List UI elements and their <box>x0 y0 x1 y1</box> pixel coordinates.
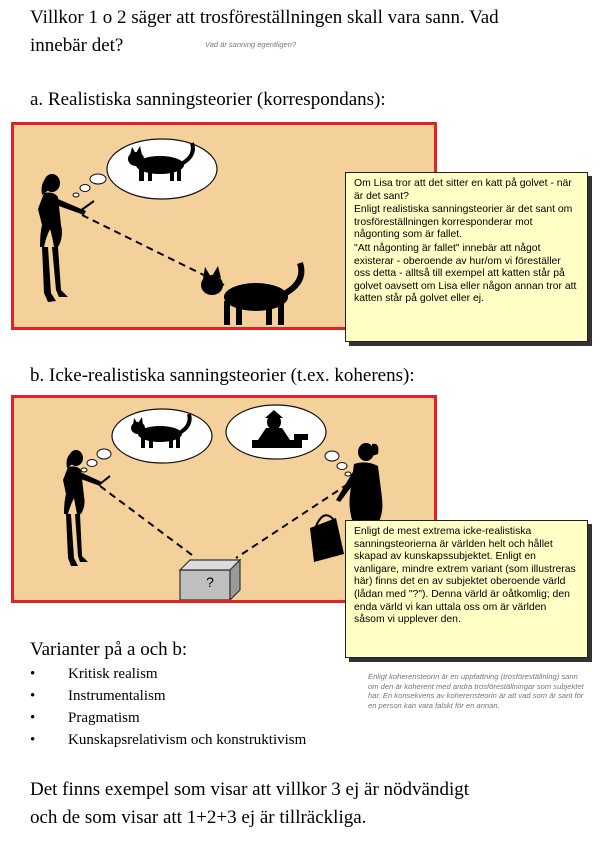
variant-item <box>30 707 370 729</box>
bullet-icon: • <box>30 666 36 682</box>
side-note: Vad är sanning egentligen? <box>205 40 297 49</box>
callout-non-realism-p1: Enligt de mest extrema icke-realistiska sanningsteorierna är världen helt och hållet skapad av kunskapssubjektet. Enligt en vanligare, mindre extrem variant (som illustreras här) finns det en av subjektet oberoende värld (lådan med "?"). Denna värld är oåtkomlig; den enda värld vi kan uttala oss om är världen såsom vi upplever den. <box>354 526 576 626</box>
intro-line-1: Villkor 1 o 2 säger att trosföreställningen skall vara sann. Vad <box>30 7 499 28</box>
conclusion-line-2: och de som visar att 1+2+3 ej är tillräckliga. <box>30 807 367 828</box>
section-b-heading: b. Icke-realistiska sanningsteorier (t.ex. koherens): <box>30 365 415 386</box>
variant-item-label: Instrumentalism <box>68 688 166 704</box>
intro-line-2: innebär det? <box>30 35 124 56</box>
box-question-label: ? <box>206 574 214 590</box>
variant-item <box>30 729 370 751</box>
bullet-icon: • <box>30 688 36 704</box>
cat-silhouette-icon <box>201 263 301 325</box>
variant-item-label: Pragmatism <box>68 710 140 726</box>
variant-item-label: Kunskapsrelativism och konstruktivism <box>68 732 307 748</box>
callout-realism-p3: "Att någonting är fallet" innebär att något existerar - oberoende av hur/om vi föreställer oss detta - alltså till exempel att katten står på golvet oavsett om Lisa eller någon annan tror att katten står på golvet eller ej. <box>354 242 577 305</box>
woman-silhouette-icon <box>38 174 86 302</box>
callout-non-realism <box>345 520 588 658</box>
callout-realism-p2: Enligt realistiska sanningsteorier är det sant om trosföreställningen korresponderar mot någonting som är fallet. <box>354 204 573 241</box>
section-a-heading: a. Realistiska sanningsteorier (korrespondans): <box>30 89 386 110</box>
bullet-icon: • <box>30 732 36 748</box>
coherence-note: Enligt koherensteorin är en uppfattning (trosföreställning) sann om den är koherent med andra trosföreställningar som subjektet har. En konsekvens av koherensteorin är att vad som är sant för en person kan vara falskt för en annan. <box>368 672 584 710</box>
variant-item <box>30 685 370 707</box>
thought-bubble-left-icon <box>81 409 212 472</box>
variants-heading: Varianter på a och b: <box>30 639 188 660</box>
variant-item-label: Kritisk realism <box>68 666 158 682</box>
callout-realism <box>345 172 588 342</box>
callout-realism-p1: Om Lisa tror att det sitter en katt på golvet - när är det sant? <box>354 178 572 202</box>
woman-silhouette-icon <box>63 450 102 566</box>
conclusion-line-1: Det finns exempel som visar att villkor 3 ej är nödvändigt <box>30 779 470 800</box>
bullet-icon: • <box>30 710 36 726</box>
variant-item <box>30 663 370 685</box>
